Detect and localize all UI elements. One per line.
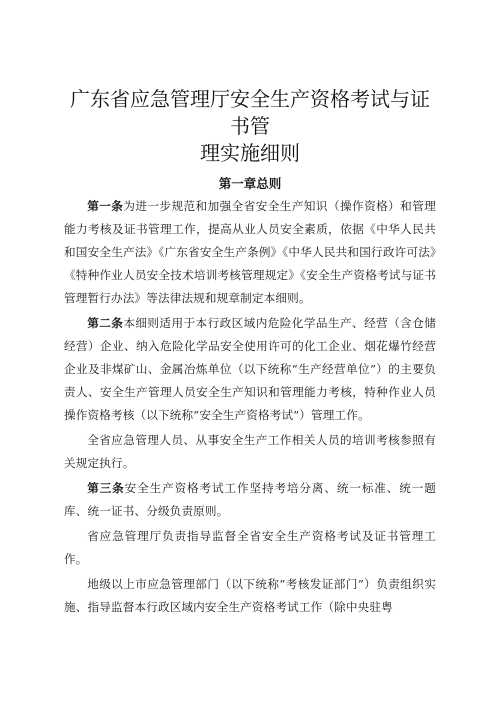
article-text: 安全生产资格考试工作坚持考培分离、统一标准、统一题库、统一证书、分级负责原则。 [64,481,436,518]
article-3 [64,477,436,523]
paragraph [64,429,436,475]
paragraph [64,525,436,571]
article-label: 第三条 [87,481,125,495]
paragraph-text: 全省应急管理人员、从事安全生产工作相关人员的培训考核参照有关规定执行。 [64,433,436,470]
article-label: 第一条 [87,199,124,213]
document-page [64,86,436,621]
document-title-line-2: 理实施细则 [200,141,300,165]
article-text: 本细则适用于本行政区域内危险化学品生产、经营（含仓储经营）企业、纳入危险化学品安全使用许可的化工企业、烟花爆竹经营企业及非煤矿山、金属冶炼单位（以下统称“生产经营单位”）的主要负责人、安全生产管理人员安全生产知识和管理能力考核，特种作业人员操作资格考核（以下统称“安全生产资格考试”）管理工作。 [64,316,437,422]
article-2 [64,312,436,427]
paragraph [64,573,436,619]
chapter-title: 第一章总则 [218,176,282,191]
article-text: 为进一步规范和加强全省安全生产知识（操作资格）和管理能力考核及证书管理工作，提高从业人员安全素质，依据《中华人民共和国安全生产法》《广东省安全生产条例》《中华人民共和国行政许可法》《特种作业人员安全技术培训考核管理规定》《安全生产资格考试与证书管理暂行办法》等法律法规和规章制定本细则。 [64,199,437,305]
document-title-line-1: 广东省应急管理厅安全生产资格考试与证书管 [70,87,430,138]
document-title [64,86,436,167]
paragraph-text: 省应急管理厅负责指导监督全省安全生产资格考试及证书管理工作。 [64,529,436,566]
article-1 [64,195,436,310]
article-label: 第二条 [87,316,124,330]
paragraph-text: 地级以上市应急管理部门（以下统称“考核发证部门”）负责组织实施、指导监督本行政区域内安全生产资格考试工作（除中央驻粤 [64,577,436,614]
